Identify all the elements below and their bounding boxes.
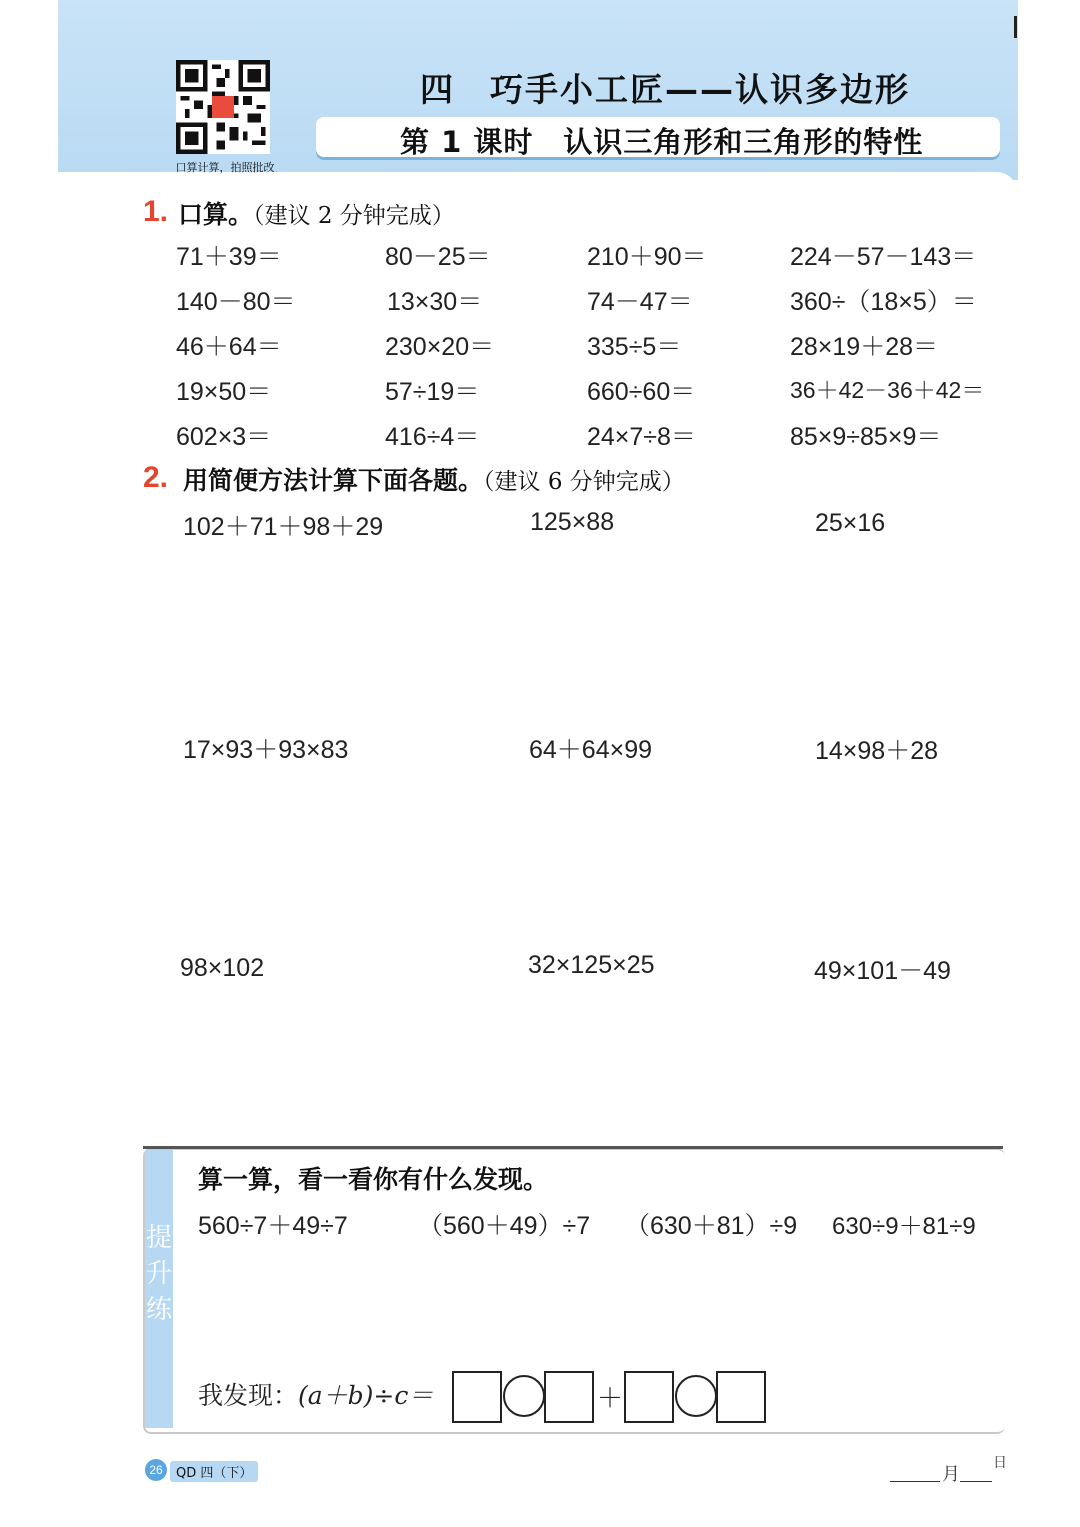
answer-box[interactable] [624,1371,674,1423]
month-label: 月 [942,1464,960,1485]
oral-expr: 80－25＝ [385,243,491,271]
found-line [198,1376,433,1412]
oral-expr: 28×19＋28＝ [790,333,939,361]
oral-expr: 74－47＝ [587,288,693,316]
operator-circle[interactable] [675,1375,717,1417]
oral-expr: 360÷（18×5）＝ [790,288,977,316]
question-1-title [178,195,455,231]
header-curve [58,172,1018,194]
unit-title: 四 巧手小工匠——认识多边形 [420,70,910,109]
simplify-expr: 25×16 [815,509,886,537]
simplify-expr: 32×125×25 [528,951,655,979]
day-label: 日 [993,1455,1007,1471]
discover-expr: 560÷7＋49÷7 [198,1212,348,1240]
question-1-hint: （建议 2 分钟完成） [253,203,455,229]
discover-expr: 630÷9＋81÷9 [832,1213,976,1240]
answer-box[interactable] [716,1371,766,1423]
lesson-title: 第 1 课时 认识三角形和三角形的特性 [400,125,924,159]
discover-expr: （560＋49）÷7 [418,1212,591,1240]
question-2-hint: （建议 6 分钟完成） [483,469,685,495]
simplify-expr: 17×93＋93×83 [183,736,349,764]
simplify-expr: 98×102 [180,954,265,982]
improve-top-rule [143,1146,1003,1149]
oral-expr: 230×20＝ [385,333,495,361]
question-1-title-text: 口算。 [178,200,254,229]
page-edge-mark [1014,16,1017,38]
simplify-expr: 125×88 [530,508,615,536]
question-2-title [183,461,685,497]
question-1-number: 1. [143,195,169,228]
simplify-expr: 49×101－49 [814,957,951,985]
oral-expr: 210＋90＝ [587,243,707,271]
oral-expr: 416÷4＝ [385,423,480,451]
oral-expr: 57÷19＝ [385,378,480,406]
book-tag: QD 四（下） [170,1461,258,1482]
discover-expr: （630＋81）÷9 [625,1212,798,1240]
page-number-badge: 26 [145,1459,167,1481]
oral-expr: 335÷5＝ [587,333,682,361]
improve-title: 算一算，看一看你有什么发现。 [198,1165,549,1194]
month-blank [890,1481,940,1482]
oral-expr: 13×30＝ [387,288,483,316]
question-2-number: 2. [143,461,169,494]
simplify-expr: 14×98＋28 [815,737,939,765]
qr-caption: 口算计算，拍照批改 [175,161,275,174]
plus-sign: ＋ [597,1383,624,1413]
oral-expr: 19×50＝ [176,378,272,406]
operator-circle[interactable] [503,1375,545,1417]
day-blank [960,1481,992,1482]
oral-expr: 36＋42－36＋42＝ [790,377,985,403]
oral-expr: 602×3＝ [176,423,272,451]
answer-box[interactable] [544,1371,594,1423]
simplify-expr: 102＋71＋98＋29 [183,513,384,541]
question-2-title-text: 用简便方法计算下面各题。 [183,466,484,495]
oral-expr: 85×9÷85×9＝ [790,423,942,451]
oral-expr: 24×7÷8＝ [587,423,696,451]
simplify-expr: 64＋64×99 [529,736,653,764]
oral-expr: 71＋39＝ [176,243,282,271]
oral-expr: 224－57－143＝ [790,243,977,271]
answer-box[interactable] [452,1371,502,1423]
found-formula: (a＋b)÷c＝ [298,1381,434,1410]
oral-expr: 140－80＝ [176,288,296,316]
found-label: 我发现： [198,1381,299,1410]
oral-expr: 46＋64＝ [176,333,282,361]
improve-label: 提 升 练 [145,1223,172,1325]
oral-expr: 660÷60＝ [587,378,696,406]
qr-code-icon[interactable] [176,60,270,154]
